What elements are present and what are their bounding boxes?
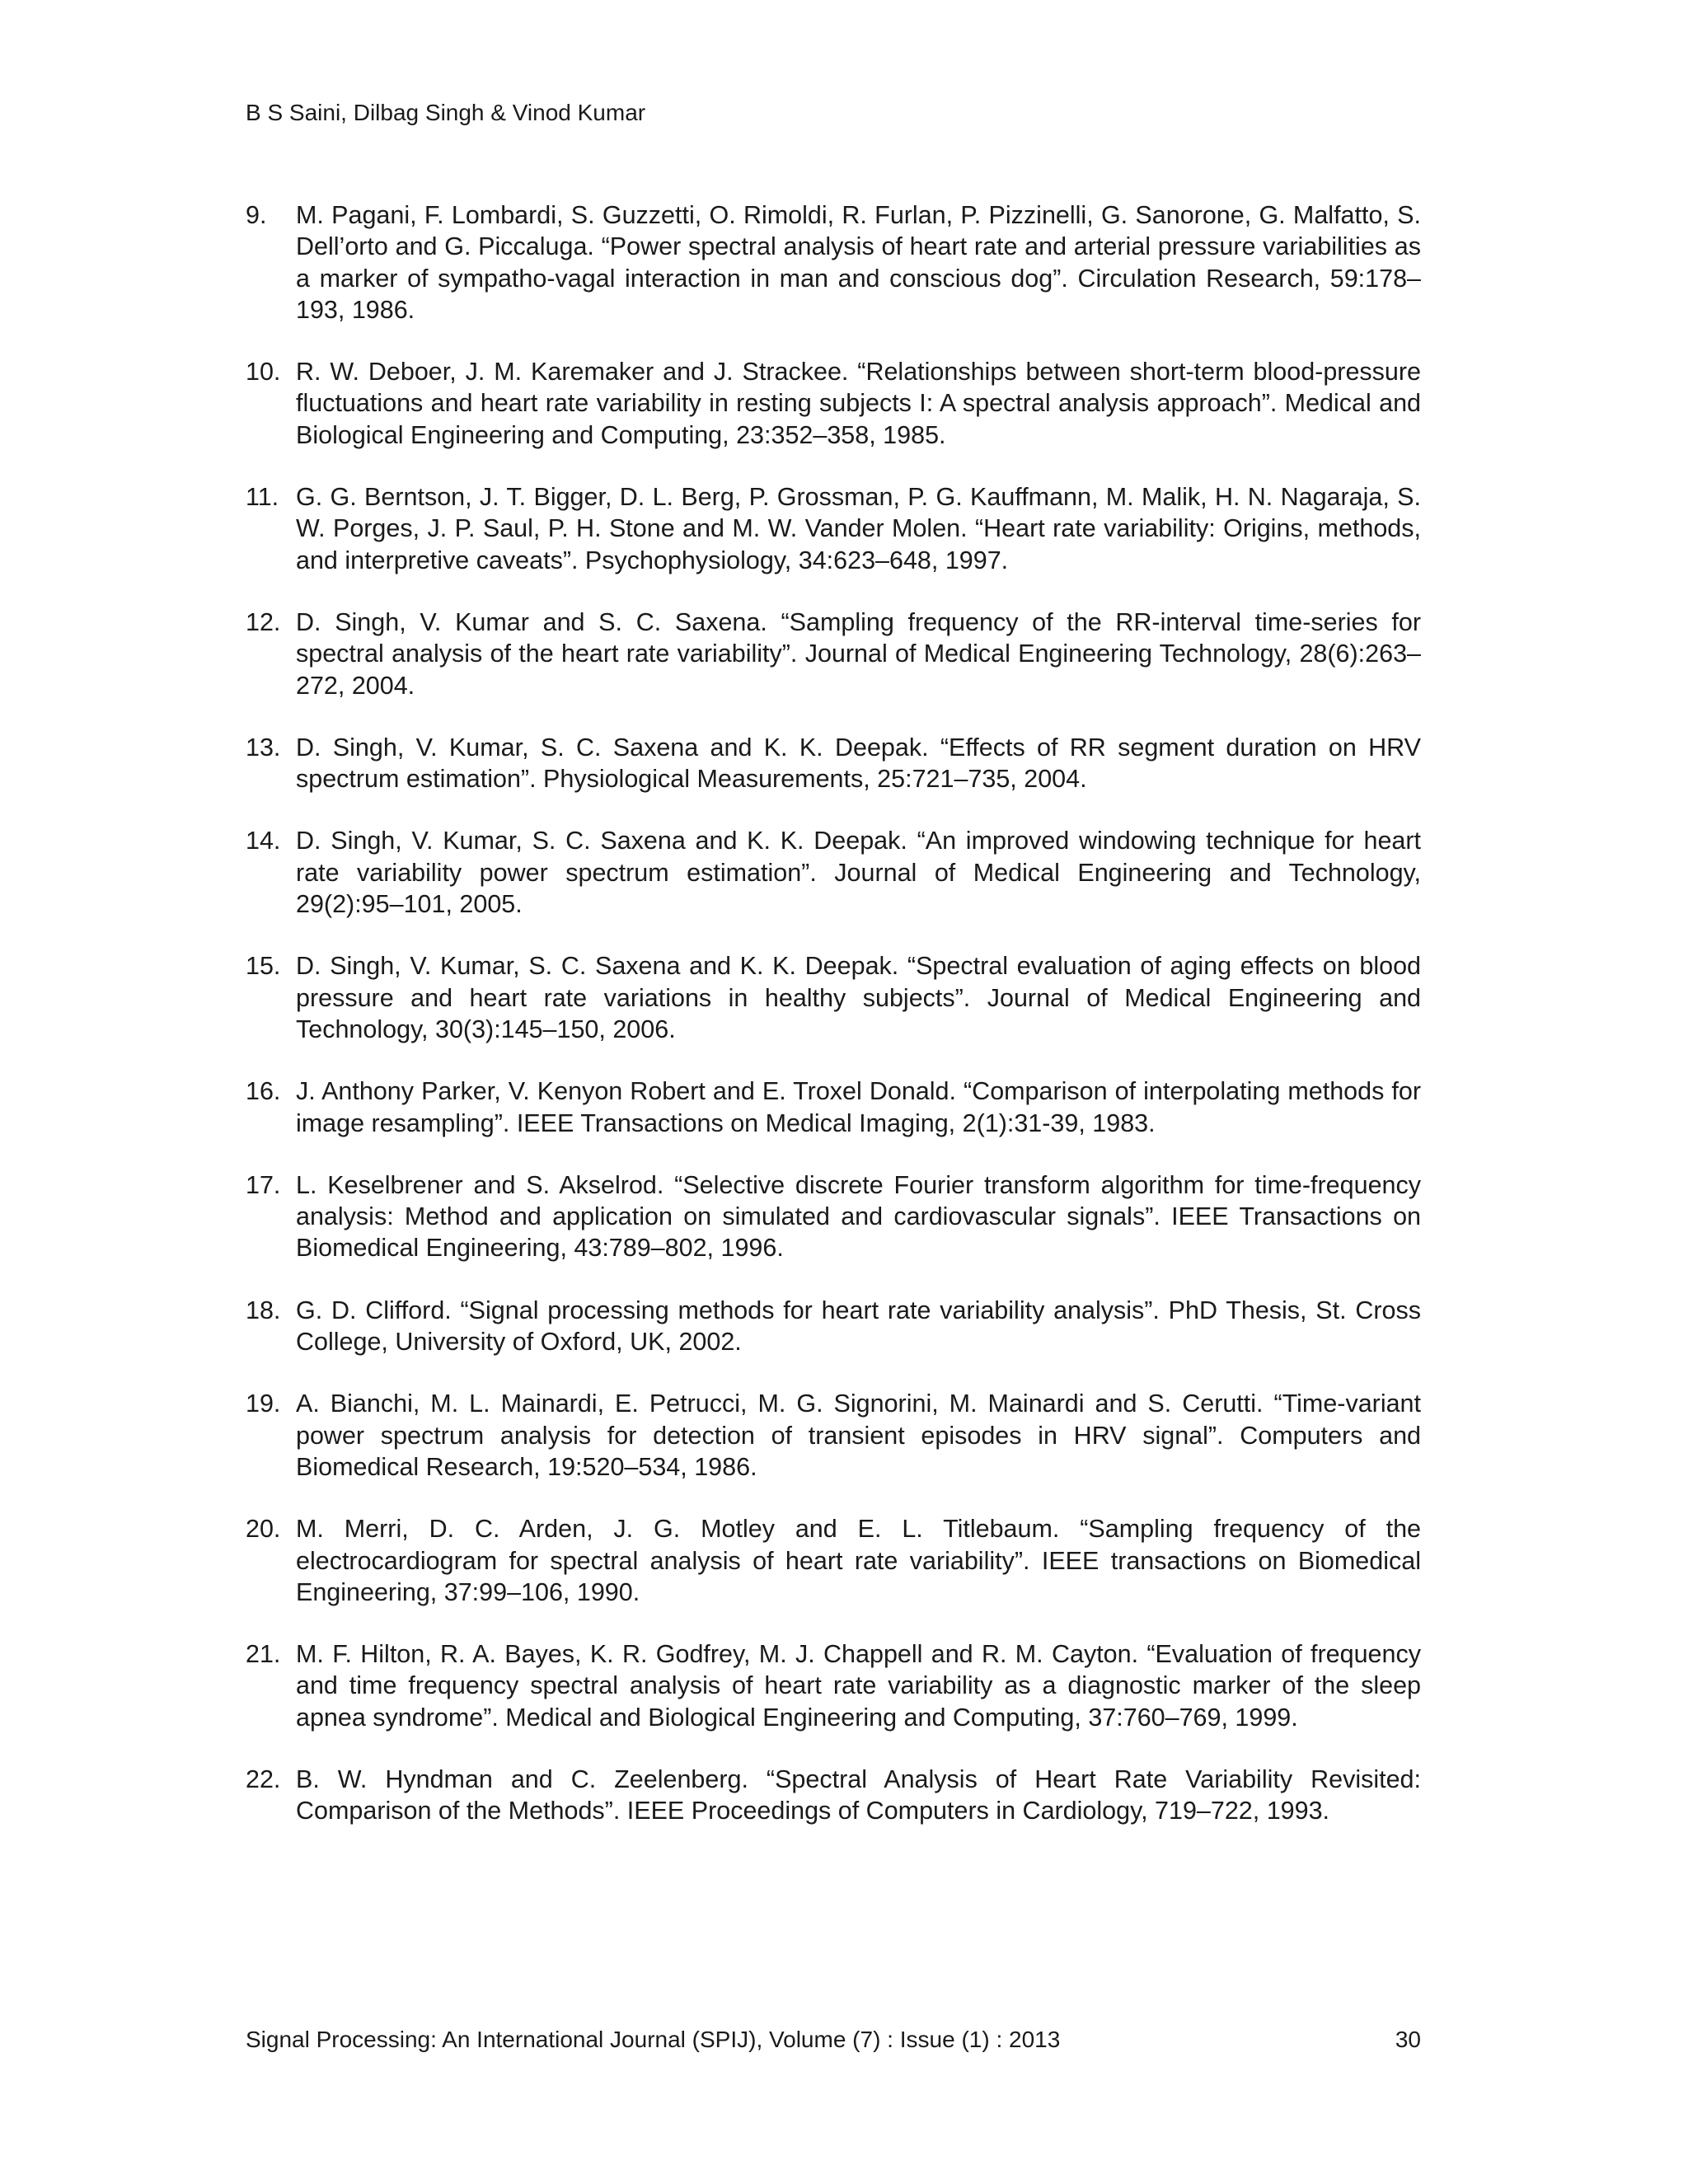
reference-item: [246, 199, 1421, 326]
reference-number: 20.: [246, 1515, 281, 1544]
reference-item: [246, 1295, 1421, 1358]
reference-item: [246, 1169, 1421, 1264]
reference-number: 13.: [246, 733, 281, 762]
reference-text: D. Singh, V. Kumar and S. C. Saxena. “Sampling frequency of the RR-interval time-series for spectral analysis of the heart rate variability”. Journal of Medical Engineering Technology, 28(6):263–272, 2004.: [296, 607, 1421, 700]
reference-item: [246, 1388, 1421, 1483]
reference-number: 12.: [246, 607, 281, 636]
reference-number: 9.: [246, 201, 267, 229]
reference-number: 14.: [246, 827, 281, 855]
reference-text: L. Keselbrener and S. Akselrod. “Selective discrete Fourier transform algorithm for time-frequency analysis: Method and application on simulated and cardiovascular signals”. IEEE Transactions on Biomedical Engineering, 43:789–802, 1996.: [296, 1170, 1421, 1263]
reference-number: 11.: [246, 483, 279, 512]
running-header-authors: B S Saini, Dilbag Singh & Vinod Kumar: [246, 100, 646, 125]
reference-text: J. Anthony Parker, V. Kenyon Robert and E. Troxel Donald. “Comparison of interpolating methods for image resampling”. IEEE Transactions on Medical Imaging, 2(1):31-39, 1983.: [296, 1077, 1421, 1137]
reference-text: M. Merri, D. C. Arden, J. G. Motley and E. L. Titlebaum. “Sampling frequency of the electrocardiogram for spectral analysis of heart rate variability”. IEEE transactions on Biomedical Engineering, 37:99–106, 1990.: [296, 1515, 1421, 1606]
reference-list: [246, 199, 1421, 1858]
reference-text: A. Bianchi, M. L. Mainardi, E. Petrucci, M. G. Signorini, M. Mainardi and S. Cerutti. “Time-variant power spectrum analysis for detection of transient episodes in HRV signal”. Computers and Biomedical Research, 19:520–534, 1986.: [296, 1390, 1421, 1481]
page-number: 30: [1395, 2027, 1421, 2052]
reference-number: 16.: [246, 1077, 281, 1106]
reference-item: [246, 1764, 1421, 1827]
reference-text: G. D. Clifford. “Signal processing methods for heart rate variability analysis”. PhD Thesis, St. Cross College, University of Oxford, UK, 2002.: [296, 1296, 1421, 1357]
reference-text: G. G. Berntson, J. T. Bigger, D. L. Berg, P. Grossman, P. G. Kauffmann, M. Malik, H. N. Nagaraja, S. W. Porges, J. P. Saul, P. H. Stone and M. W. Vander Molen. “Heart rate variability: Origins, methods, and interpretive caveats”. Psychophysiology, 34:623–648, 1997.: [296, 483, 1421, 574]
reference-text: M. Pagani, F. Lombardi, S. Guzzetti, O. Rimoldi, R. Furlan, P. Pizzinelli, G. Sanorone, G. Malfatto, S. Dell’orto and G. Piccaluga. “Power spectral analysis of heart rate and arterial pressure variabilities as a marker of sympatho-vagal interaction in man and conscious dog”. Circulation Research, 59:178–193, 1986.: [296, 201, 1421, 324]
reference-text: M. F. Hilton, R. A. Bayes, K. R. Godfrey, M. J. Chappell and R. M. Cayton. “Evaluation of frequency and time frequency spectral analysis of heart rate variability as a diagnostic marker of the sleep apnea syndrome”. Medical and Biological Engineering and Computing, 37:760–769, 1999.: [296, 1640, 1421, 1732]
reference-item: [246, 607, 1421, 701]
reference-number: 15.: [246, 952, 281, 981]
reference-item: [246, 950, 1421, 1045]
reference-item: [246, 356, 1421, 451]
reference-item: [246, 481, 1421, 576]
reference-item: [246, 1513, 1421, 1608]
reference-number: 10.: [246, 358, 281, 387]
reference-item: [246, 825, 1421, 920]
reference-number: 17.: [246, 1170, 281, 1199]
reference-item: [246, 1638, 1421, 1733]
reference-number: 22.: [246, 1765, 281, 1793]
footer-journal-info: Signal Processing: An International Journal (SPIJ), Volume (7) : Issue (1) : 2013: [246, 2027, 1061, 2052]
reference-text: R. W. Deboer, J. M. Karemaker and J. Strackee. “Relationships between short-term blood-pressure fluctuations and heart rate variability in resting subjects I: A spectral analysis approach”. Medical and Biological Engineering and Computing, 23:352–358, 1985.: [296, 358, 1421, 449]
reference-text: B. W. Hyndman and C. Zeelenberg. “Spectral Analysis of Heart Rate Variability Revisited: Comparison of the Methods”. IEEE Proceedings of Computers in Cardiology, 719–722, 1993.: [296, 1765, 1421, 1825]
reference-number: 18.: [246, 1296, 281, 1324]
reference-text: D. Singh, V. Kumar, S. C. Saxena and K. K. Deepak. “Spectral evaluation of aging effects on blood pressure and heart rate variations in healthy subjects”. Journal of Medical Engineering and Technology, 30(3):145–150, 2006.: [296, 952, 1421, 1043]
reference-item: [246, 1076, 1421, 1139]
reference-number: 21.: [246, 1640, 281, 1669]
reference-item: [246, 732, 1421, 795]
reference-text: D. Singh, V. Kumar, S. C. Saxena and K. K. Deepak. “An improved windowing technique for heart rate variability power spectrum estimation”. Journal of Medical Engineering and Technology, 29(2):95–101, 2005.: [296, 827, 1421, 919]
reference-number: 19.: [246, 1390, 281, 1418]
reference-text: D. Singh, V. Kumar, S. C. Saxena and K. K. Deepak. “Effects of RR segment duration on HRV spectrum estimation”. Physiological Measurements, 25:721–735, 2004.: [296, 733, 1421, 794]
